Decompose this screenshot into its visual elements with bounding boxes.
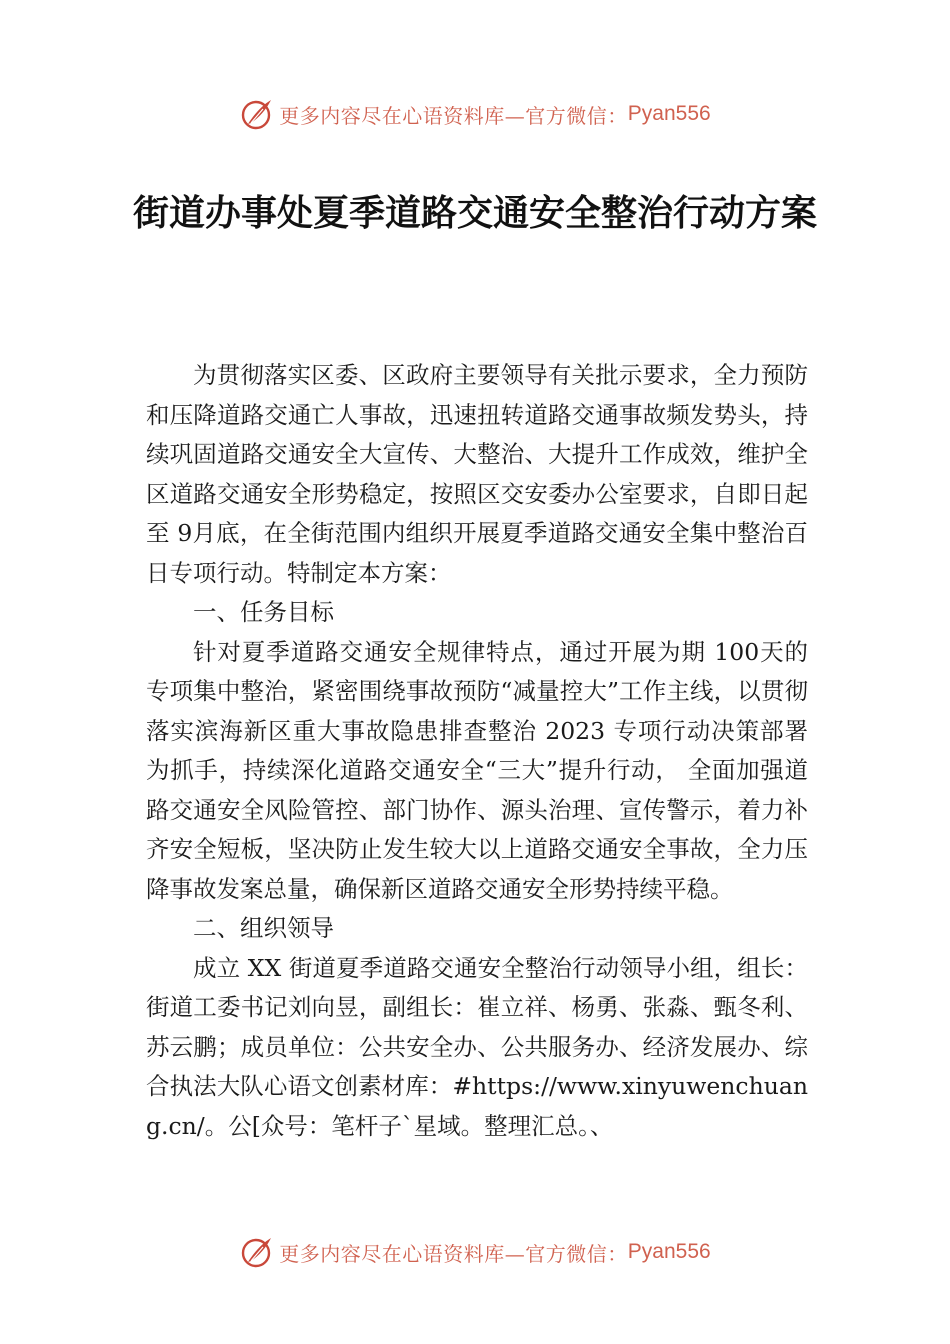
leadership-paragraph: 成立 XX 街道夏季道路交通安全整治行动领导小组，组长：街道工委书记刘向昱，副组长：崔立祥、杨勇、张淼、甄冬利、苏云鹏；成员单位：公共安全办、公共服务办、经济发展办、综合执法大队心语文创素材库：#https://www.xinyuwenchuang.cn/。公[众号：笔杆子`星域。整理汇总。、 [146, 953, 808, 1140]
goals-paragraph: 针对夏季道路交通安全规律特点，通过开展为期 100天的专项集中整治，紧密围绕事故预防“减量控大”工作主线，以贯彻落实滨海新区重大事故隐患排查整治 2023 专项行动决策部署为抓手，持续深化道路交通安全“三大”提升行动， 全面加强道路交通安全风险管控、部门协作、源头治理、宣传警示，着力补齐安全短板，坚决防止发生较大以上道路交通安全事故，全力压降事故发案总量，确保新区道路交通安全形势持续平稳。 [146, 637, 808, 903]
watermark-wechat-id: Pyan556 [627, 102, 711, 125]
document-title: 街道办事处夏季道路交通安全整治行动方案 [132, 192, 817, 234]
watermark-text: 更多内容尽在心语资料库—官方微信： [279, 1241, 628, 1266]
document-body [146, 356, 808, 1146]
watermark-banner-top [0, 94, 950, 134]
watermark-banner-bottom [0, 1232, 950, 1272]
section-heading-goals: 一、任务目标 [193, 598, 334, 626]
section-heading-leadership: 二、组织领导 [193, 914, 334, 942]
watermark-wechat-id: Pyan556 [627, 1240, 711, 1263]
quill-logo-icon [239, 1234, 275, 1270]
quill-logo-icon [239, 96, 275, 132]
watermark-text: 更多内容尽在心语资料库—官方微信： [279, 103, 628, 128]
intro-paragraph: 为贯彻落实区委、区政府主要领导有关批示要求，全力预防和压降道路交通亡人事故，迅速扭转道路交通事故频发势头，持续巩固道路交通安全大宣传、大整治、大提升工作成效，维护全区道路交通安全形势稳定，按照区交安委办公室要求，自即日起至 9月底，在全街范围内组织开展夏季道路交通安全集中整治百日专项行动。特制定本方案： [146, 361, 808, 587]
